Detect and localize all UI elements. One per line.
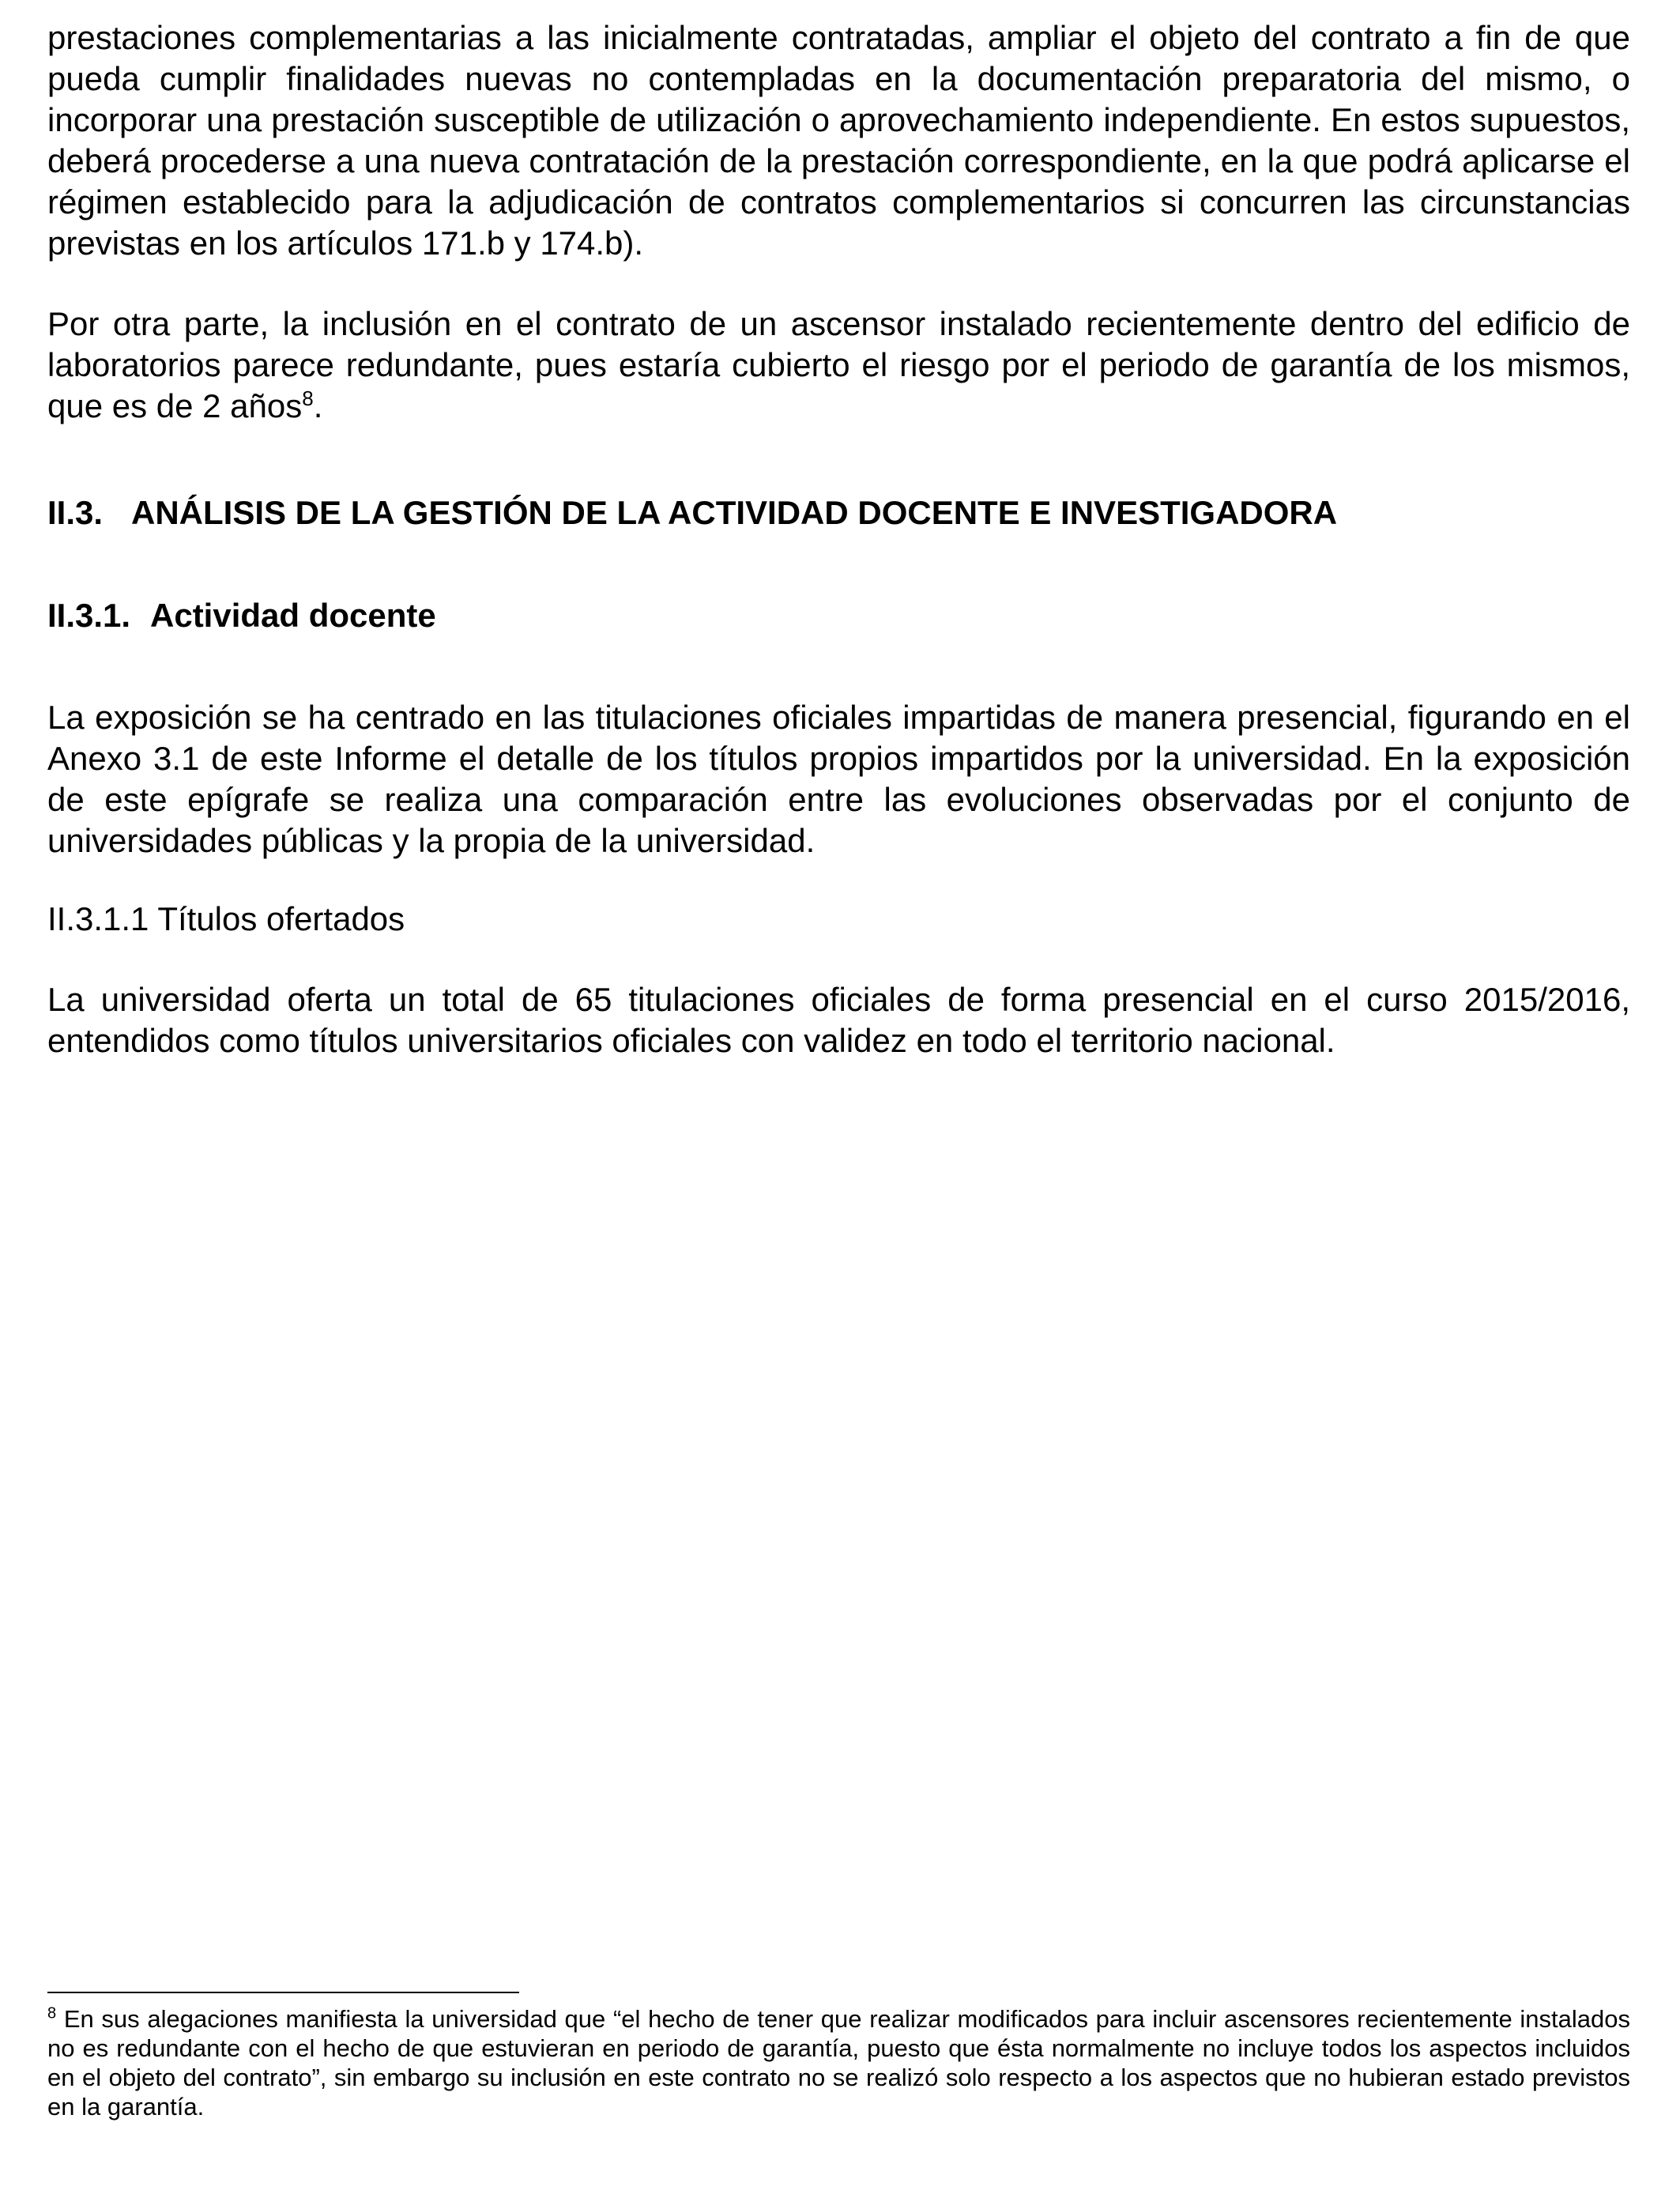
paragraph-elevator [47, 303, 1630, 427]
paragraph-contract-services: prestaciones complementarias a las inicialmente contratadas, ampliar el objeto del contrato a fin de que pueda cumplir finalidades nuevas no contempladas en la documentación preparatoria del mismo, o incorporar una prestación susceptible de utilización o aprovechamiento independiente. En estos supuestos, deberá procederse a una nueva contratación de la prestación correspondiente, en la que podrá aplicarse el régimen establecido para la adjudicación de contratos complementarios si concurren las circunstancias previstas en los artículos 171.b y 174.b). [47, 19, 1630, 262]
footnote [47, 2004, 1630, 2121]
subsection-title: Actividad docente [150, 597, 436, 634]
paragraph-elevator-text: Por otra parte, la inclusión en el contrato de un ascensor instalado recientemente dentro del edificio de laboratorios parece redundante, pues estaría cubierto el riesgo por el periodo de garantía de los mismos, que es de 2 años [47, 305, 1630, 424]
footnote-divider [47, 1992, 519, 1993]
section-title: ANÁLISIS DE LA GESTIÓN DE LA ACTIVIDAD DOCENTE E INVESTIGADORA [131, 494, 1338, 531]
subsubsection-heading: II.3.1.1 Títulos ofertados [47, 900, 405, 937]
paragraph-exposition: La exposición se ha centrado en las titulaciones oficiales impartidas de manera presencial, figurando en el Anexo 3.1 de este Informe el detalle de los títulos propios impartidos por la universidad. En la exposición de este epígrafe se realiza una comparación entre las evoluciones observadas por el conjunto de universidades públicas y la propia de la universidad. [47, 699, 1630, 859]
footnote-number: 8 [47, 2004, 57, 2022]
section-number: II.3. [47, 494, 104, 531]
subsection-number: II.3.1. [47, 597, 131, 634]
footnote-reference[interactable]: 8 [302, 386, 314, 410]
document-page [47, 17, 1630, 1061]
subsection-heading [47, 595, 1630, 636]
section-heading [47, 492, 1630, 533]
paragraph-elevator-end: . [313, 387, 323, 424]
footnote-text: En sus alegaciones manifiesta la universidad que “el hecho de tener que realizar modificados para incluir ascensores recientemente instalados no es redundante con el hecho de que estuvieran en periodo de garantía, puesto que ésta normalmente no incluye todos los aspectos incluidos en el objeto del contrato”, sin embargo su inclusión en este contrato no se realizó solo respecto a los aspectos que no hubieran estado previstos en la garantía. [47, 2005, 1630, 2120]
paragraph-degrees-offered: La universidad oferta un total de 65 titulaciones oficiales de forma presencial en el curso 2015/2016, entendidos como títulos universitarios oficiales con validez en todo el territorio nacional. [47, 981, 1630, 1059]
